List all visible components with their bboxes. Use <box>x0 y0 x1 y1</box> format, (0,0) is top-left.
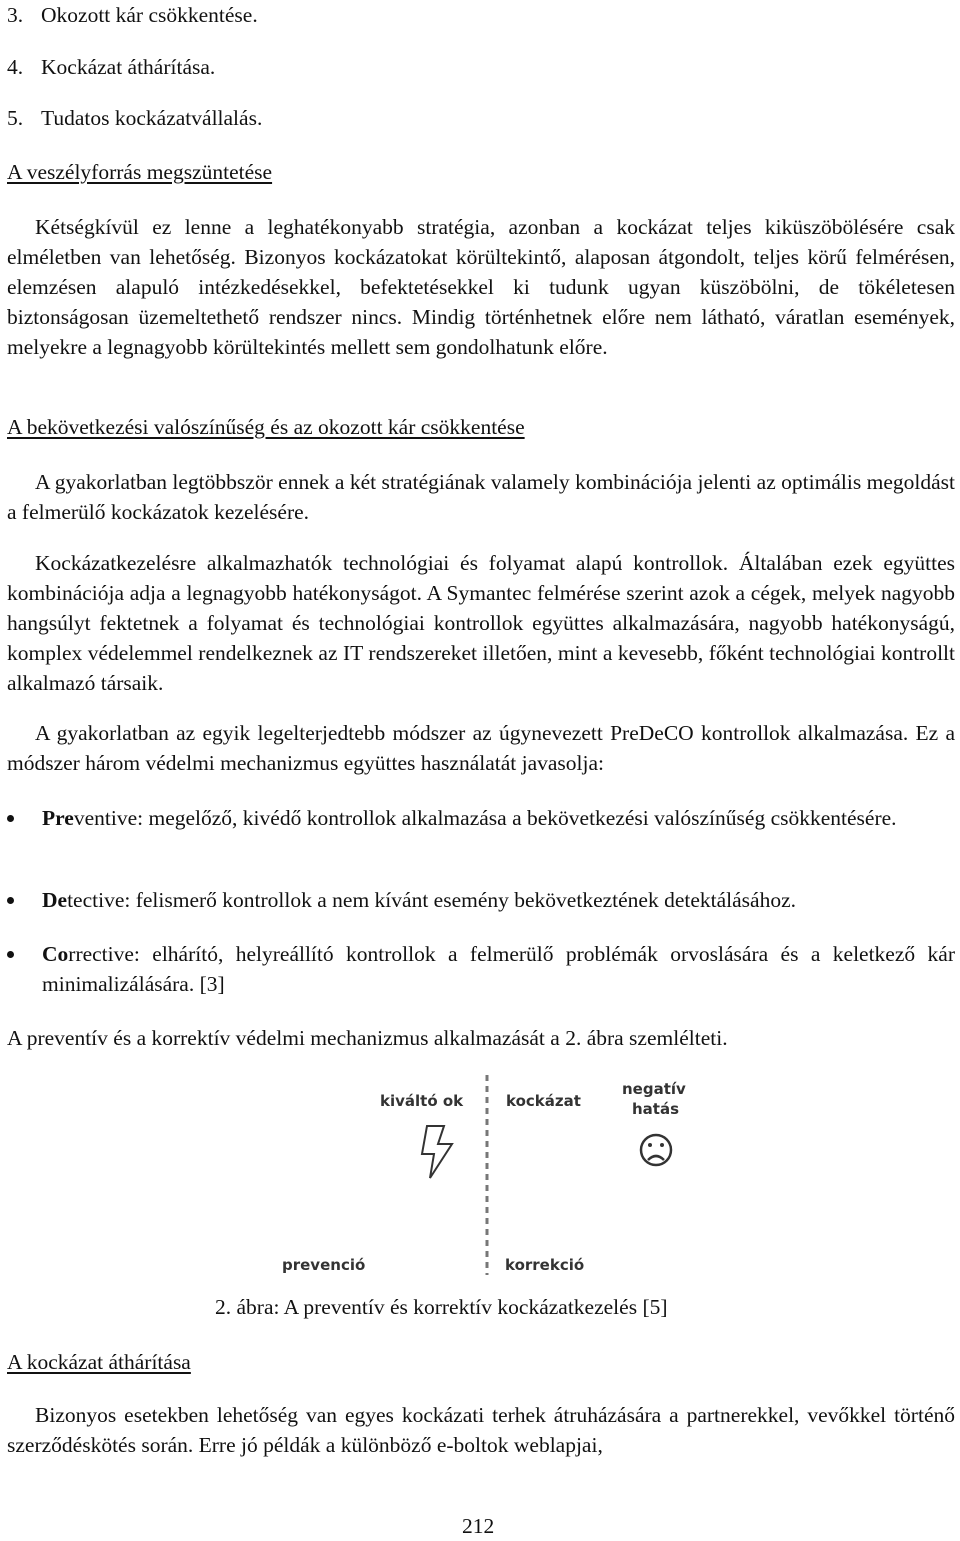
lightning-icon <box>422 1126 452 1178</box>
figure-label-negative-1: negatív <box>622 1080 686 1098</box>
list-item-4 <box>7 52 955 82</box>
paragraph-combination: A gyakorlatban legtöbbször ennek a két stratégiának valamely kombinációja jelenti az optimális megoldást a felmerülő kockázatok kezelésére. <box>7 470 955 524</box>
figure-label-correction: korrekció <box>505 1256 585 1274</box>
sad-face-icon <box>641 1135 671 1165</box>
bullet-detective <box>42 885 955 915</box>
paragraph-transfer: Bizonyos esetekben lehetőség van egyes kockázati terhek átruházására a partnerekkel, vevőkkel történő szerződéskötés során. Erre jó példák a különböző e-boltok weblapjai, <box>7 1403 955 1457</box>
list-text: Kockázat áthárítása. <box>41 55 216 79</box>
paragraph-eliminate: Kétségkívül ez lenne a leghatékonyabb stratégia, azonban a kockázat teljes kiküszöbölésére csak elméletben van lehetőség. Bizonyos kockázatokat körültekintő, alaposan átgondolt, teljes körű felmérésen, elemzésen alapuló intézkedésekkel, befektetésekkel ki tudunk ugyan küszöbölni, de tökéletesen biztonságosan üzemeltethető rendszer nincs. Mindig történhetnek előre nem látható, váratlan események, melyekre a legnagyobb körültekintés mellett sem gondolhatunk előre. <box>7 215 955 359</box>
figure-intro: A preventív és a korrektív védelmi mechanizmus alkalmazását a 2. ábra szemlélteti. <box>7 1026 728 1050</box>
bullet-dot <box>7 897 14 904</box>
bullet-dot <box>7 951 14 958</box>
paragraph-controls: Kockázatkezelésre alkalmazhatók technológiai és folyamat alapú kontrollok. Általában ezek együttes kombinációja adja a legnagyobb hatékonyságot. A Symantec felmérése szerint azok a cégek, melyek nagyobb hangsúlyt fektetnek a folyamat és technológiai kontrollok együttes alkalmazására, nagyobb hatékonyságú, komplex védelemmel rendelkeznek az IT rendszereket illetően, mint a kevesebb, főként technológiai kontrollt alkalmazó társaik. <box>7 551 955 695</box>
page-number: 212 <box>462 1514 495 1538</box>
figure-label-prevention: prevenció <box>282 1256 366 1274</box>
bullet-dot <box>7 815 14 822</box>
figure-label-negative-2: hatás <box>632 1100 680 1118</box>
list-item-3 <box>7 0 955 30</box>
section-heading-reduce: A bekövetkezési valószínűség és az okozott kár csökkentése <box>7 415 525 439</box>
figure-caption: 2. ábra: A preventív és korrektív kockázatkezelés [5] <box>215 1295 668 1319</box>
list-number: 5. <box>7 106 24 130</box>
bullet-bold-prefix: De <box>42 888 68 912</box>
list-number: 4. <box>7 55 24 79</box>
section-heading-transfer: A kockázat áthárítása <box>7 1350 191 1374</box>
bullet-bold-prefix: Pre <box>42 806 74 830</box>
bullet-corrective <box>42 939 955 999</box>
figure-label-risk: kockázat <box>506 1092 581 1110</box>
list-item-5 <box>7 103 955 133</box>
bullet-text: ventive: megelőző, kivédő kontrollok alkalmazása a bekövetkezési valószínűség csökkentésére. <box>73 806 897 830</box>
figure-risk-diagram <box>262 1070 702 1285</box>
bullet-text: tective: felismerő kontrollok a nem kívánt esemény bekövetkeztének detektálásához. <box>67 888 797 912</box>
list-text: Okozott kár csökkentése. <box>41 3 258 27</box>
section-heading-eliminate: A veszélyforrás megszüntetése <box>7 160 273 184</box>
bullet-text: rrective: elhárító, helyreállító kontrollok a felmerülő problémák orvoslására és a keletkező kár minimalizálására. [3] <box>42 942 955 996</box>
list-text: Tudatos kockázatvállalás. <box>41 106 263 130</box>
bullet-preventive <box>42 803 955 833</box>
list-number: 3. <box>7 3 24 27</box>
bullet-bold-prefix: Co <box>42 942 69 966</box>
figure-label-trigger: kiváltó ok <box>380 1092 464 1110</box>
paragraph-predeco: A gyakorlatban az egyik legelterjedtebb módszer az úgynevezett PreDeCO kontrollok alkalmazása. Ez a módszer három védelmi mechanizmus együttes használatát javasolja: <box>7 721 955 775</box>
